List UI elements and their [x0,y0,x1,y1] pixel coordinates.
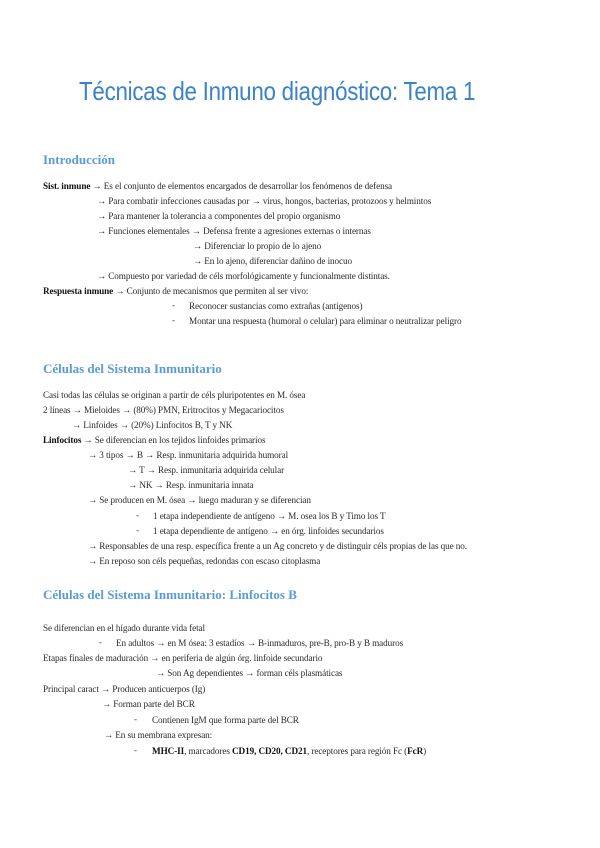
bullet-item: Reconocer sustancias como extrañas (antígenos) [189,301,363,311]
line: Se diferencian en el hígado durante vida fetal [43,623,205,633]
line: → Para mantener la tolerancia a componentes del propio organismo [97,211,341,221]
bullet-item: Montar una respuesta (humoral o celular) para eliminar o neutralizar peligro [189,316,462,326]
term-sist-inmune: Sist. inmune [43,181,91,191]
page-title: Técnicas de Inmuno diagnóstico: Tema 1 [79,76,476,106]
line: → Son Ag dependientes → forman céls plasmáticas [156,668,343,678]
line: → Para combatir infecciones causadas por → virus, hongos, bacterias, protozoos y helmintos [97,196,432,206]
bullet-dash: - [136,525,139,535]
line: → T → Resp. inmunitaria adquirida celular [128,465,285,475]
line: Etapas finales de maduración → en periferia de algún órg. linfoide secundario [43,653,323,663]
line: 2 líneas → Mieloides → (80%) PMN, Eritrocitos y Megacariocitos [43,405,284,415]
line: → Funciones elementales → Defensa frente a agresiones externas o internas [97,226,371,236]
line: Casi todas las células se originan a partir de céls pluripotentes en M. ósea [43,390,306,400]
bullet-dash: - [172,300,175,310]
line: Principal caract → Producen anticuerpos (Ig) [43,684,206,694]
line: → NK → Resp. inmunitaria innata [128,480,254,490]
bullet-item: Contienen IgM que forma parte del BCR [152,715,299,725]
bullet-dash: - [134,745,137,755]
section-heading-celulas: Células del Sistema Inmunitario [43,361,222,376]
line: → Compuesto por variedad de céls morfológicamente y funcionalmente distintas. [97,271,390,281]
line-linfocitos: Linfocitos → Se diferencian en los tejidos linfoides primarios [43,435,266,445]
line: → Diferenciar lo propio de lo ajeno [193,241,322,251]
line: → En reposo son céls pequeñas, redondas con escaso citoplasma [88,556,321,566]
line: → 3 tipos → B → Resp. inmunitaria adquirida humoral [88,450,289,460]
term-respuesta-inmune: Respuesta inmune [43,286,114,296]
section-heading-linfocitos-b: Células del Sistema Inmunitario: Linfocitos B [43,587,297,602]
bullet-dash: - [99,637,102,647]
line: → En su membrana expresan: [104,730,213,740]
bullet-item-markers: MHC-II, marcadores CD19, CD20, CD21, receptores para región Fc (FcR) [152,746,427,756]
line: → Linfoides → (20%) Linfocitos B, T y NK [72,420,233,430]
line: → Forman parte del BCR [102,699,195,709]
line: → Responsables de una resp. específica frente a un Ag concreto y de distinguir céls propias de las que no. [88,541,467,551]
line: → En lo ajeno, diferenciar dañino de inocuo [193,256,352,266]
line-respuesta-inmune: Respuesta inmune → Conjunto de mecanismos que permiten al ser vivo: [43,286,309,296]
bullet-item: 1 etapa independiente de antígeno → M. osea los B y Timo los T [153,511,386,521]
bullet-dash: - [136,510,139,520]
bullet-item: 1 etapa dependiente de antígeno → en órg. linfoides secundarios [153,526,384,536]
line: → Se producen en M. ósea → luego maduran y se diferencian [88,495,311,505]
bullet-item: En adultos → en M ósea: 3 estadíos → B-inmaduros, pre-B, pro-B y B maduros [116,638,404,648]
line-sist-inmune: Sist. inmune → Es el conjunto de elementos encargados de desarrollar los fenómenos de defensa [43,181,393,191]
bullet-dash: - [172,315,175,325]
section-heading-introduccion: Introducción [43,152,115,167]
term-linfocitos: Linfocitos [43,435,82,445]
bullet-dash: - [134,714,137,724]
